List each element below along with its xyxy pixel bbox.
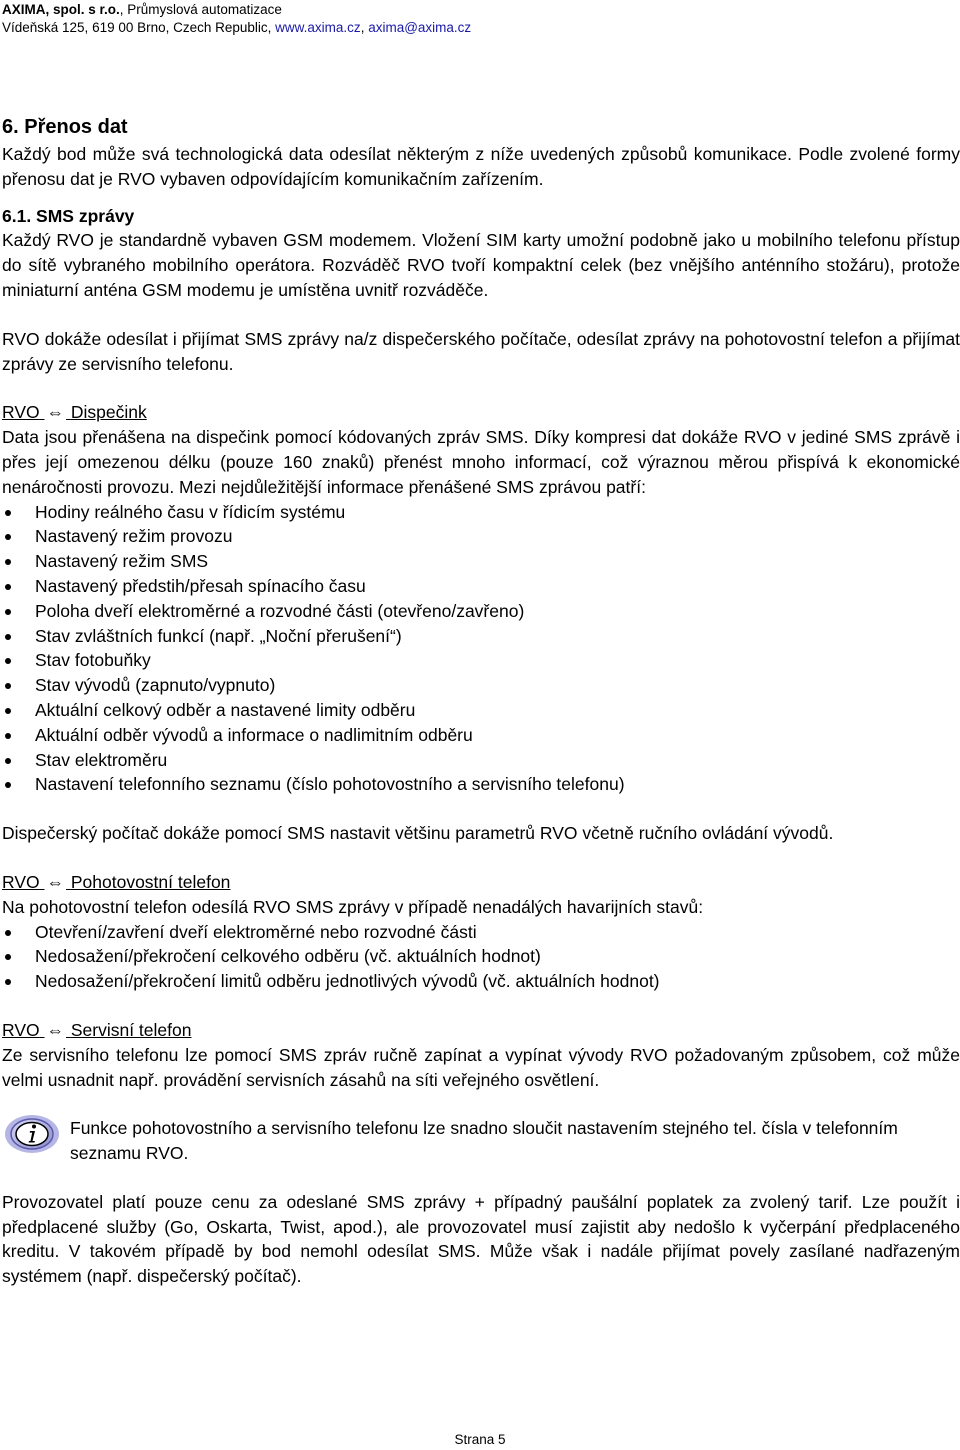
pohotovostni-text: Na pohotovostní telefon odesílá RVO SMS zprávy v případě nenadálých havarijních stavů: [2, 896, 704, 917]
dispecink-heading [2, 400, 960, 425]
email-link[interactable]: axima@axima.cz [368, 20, 472, 35]
bidirectional-arrow-icon: ⇔ [46, 1019, 64, 1040]
list-item: Nastavený režim provozu [2, 524, 960, 549]
dispecink-text: Data jsou přenášena na dispečink pomocí kódovaných zpráv SMS. Díky kompresi dat dokáže RVO v jediné SMS zprávě i přes její omezenou délku (pouze 160 znaků) přenést mnoho informací, což výraznou měrou přispívá k ekonomické nenáročnosti provozu. Mezi nejdůležitější informace přenášené SMS zprávou patří: [2, 427, 960, 497]
page-content [2, 112, 960, 1289]
pohotovostni-heading-target: Pohotovostní telefon [70, 871, 231, 892]
page-number: Strana 5 [454, 1432, 506, 1447]
list-item: Nastavení telefonního seznamu (číslo pohotovostního a servisního telefonu) [2, 772, 960, 797]
paragraph-sms: RVO dokáže odesílat i přijímat SMS zprávy na/z dispečerského počítače, odesílat zprávy na pohotovostní telefon a přijímat zprávy ze servisního telefonu. [2, 328, 960, 374]
list-item: Stav zvláštních funkcí (např. „Noční přerušení“) [2, 624, 960, 649]
list-item: Nedosažení/překročení celkového odběru (vč. aktuálních hodnot) [2, 944, 960, 969]
subsection-title: 6.1. SMS zprávy [2, 205, 135, 226]
list-item: Hodiny reálného času v řídicím systému [2, 500, 960, 525]
provider-text: Provozovatel platí pouze cenu za odeslané SMS zprávy + případný paušální poplatek za zvolený tarif. Lze použít i předplacené služby (Go, Oskarta, Twist, apod.), ale provozovatel musí zajistit aby nedošlo k vyčerpání předplaceného kreditu. V takovém případě by bod nemohl odesílat SMS. Může však i nadále přijímat povely zasílané nadřazeným systémem (např. dispečerský počítač). [2, 1191, 960, 1287]
list-item: Stav fotobuňky [2, 648, 960, 673]
company-division: , Průmyslová automatizace [119, 2, 282, 17]
bidirectional-arrow-icon: ⇔ [46, 871, 64, 892]
address-line [2, 19, 471, 37]
section-intro: Každý bod může svá technologická data odesílat některým z níže uvedených způsobů komunikace. Podle zvolené formy přenosu dat je RVO vybaven odpovídajícím komunikačním zařízením. [2, 144, 960, 189]
servisni-heading [2, 1018, 960, 1043]
pohotovostni-heading [2, 870, 960, 895]
paragraph-gsm: Každý RVO je standardně vybaven GSM modemem. Vložení SIM karty umožní podobně jako u mobilního telefonu přístup do sítě vybraného mobilního operátora. Rozváděč RVO tvoří kompaktní celek (bez vnějšího anténního stožáru), protože miniaturní anténa GSM modemu je umístěna uvnitř rozváděče. [2, 230, 960, 300]
pohotovostni-heading-rvo: RVO [2, 871, 40, 892]
dispecink-after: Dispečerský počítač dokáže pomocí SMS nastavit většinu parametrů RVO včetně ručního ovládání vývodů. [2, 823, 834, 844]
dispecink-list [2, 500, 960, 798]
company-name: AXIMA, spol. s r.o. [2, 2, 120, 17]
list-item: Otevření/zavření dveří elektroměrné nebo rozvodné části [2, 920, 960, 945]
dispecink-heading-target: Dispečink [70, 402, 147, 423]
dispecink-heading-rvo: RVO [2, 402, 40, 423]
address-separator: , [360, 20, 369, 35]
info-note-text: Funkce pohotovostního a servisního telefonu lze snadno sloučit nastavením stejného tel. čísla v telefonním seznamu RVO. [70, 1118, 898, 1164]
list-item: Nastavený předstih/přesah spínacího času [2, 574, 960, 599]
company-address: Vídeňská 125, 619 00 Brno, Czech Republic, [2, 20, 276, 35]
pohotovostni-list [2, 920, 960, 994]
list-item: Stav elektroměru [2, 748, 960, 773]
company-line [2, 1, 471, 19]
servisni-heading-target: Servisní telefon [70, 1019, 192, 1040]
page-header [2, 1, 471, 37]
list-item: Stav vývodů (zapnuto/vypnuto) [2, 673, 960, 698]
servisni-heading-rvo: RVO [2, 1019, 40, 1040]
list-item: Nastavený režim SMS [2, 549, 960, 574]
list-item: Poloha dveří elektroměrné a rozvodné části (otevřeno/zavřeno) [2, 599, 960, 624]
section-title: 6. Přenos dat [2, 116, 128, 138]
list-item: Aktuální odběr vývodů a informace o nadlimitním odběru [2, 723, 960, 748]
info-icon [4, 1114, 60, 1161]
list-item: Aktuální celkový odběr a nastavené limity odběru [2, 698, 960, 723]
bidirectional-arrow-icon: ⇔ [46, 402, 64, 423]
info-note [2, 1116, 960, 1166]
website-link[interactable]: www.axima.cz [275, 20, 361, 35]
list-item: Nedosažení/překročení limitů odběru jednotlivých vývodů (vč. aktuálních hodnot) [2, 969, 960, 994]
servisni-text: Ze servisního telefonu lze pomocí SMS zpráv ručně zapínat a vypínat vývody RVO požadovaným způsobem, což může velmi usnadnit např. provádění servisních zásahů na síti veřejného osvětlení. [2, 1044, 960, 1090]
